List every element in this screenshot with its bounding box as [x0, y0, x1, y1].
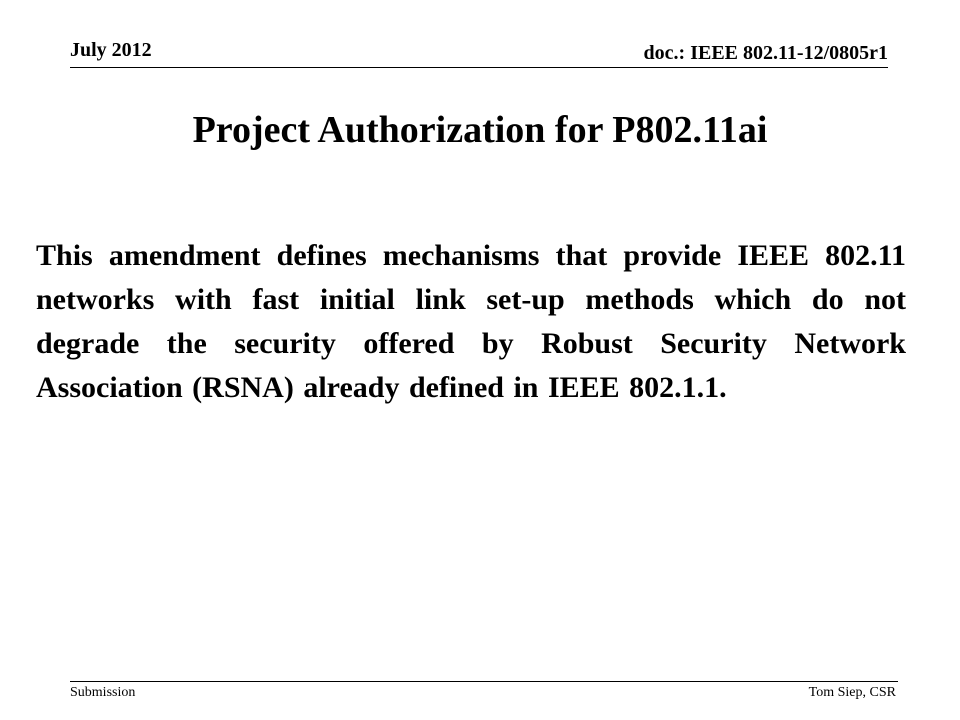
header-doc-id: doc.: IEEE 802.11-12/0805r1 [643, 42, 888, 64]
footer-divider [70, 681, 898, 682]
slide-body-text: This amendment defines mechanisms that provide IEEE 802.11 networks with fast initial link set-up methods which do not degrade the security offered by Robust Security Network Association (RSNA) already defined in IEEE 802.1.1. [36, 239, 906, 404]
footer-submission: Submission [70, 685, 136, 700]
slide-title: Project Authorization for P802.11ai [192, 109, 768, 151]
footer-author: Tom Siep, CSR [808, 685, 896, 700]
header-divider [70, 67, 888, 68]
header-date: July 2012 [70, 39, 152, 61]
